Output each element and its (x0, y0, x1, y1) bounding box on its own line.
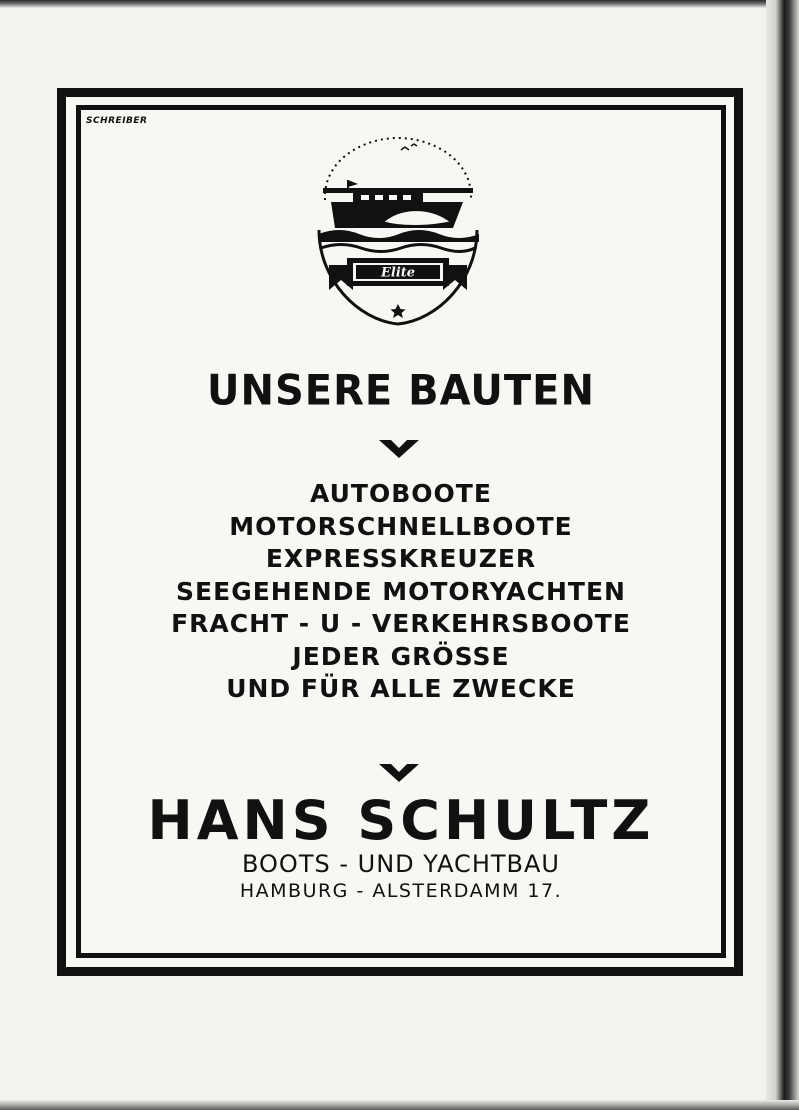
product-list (86, 478, 716, 706)
page-edge-right (766, 0, 799, 1110)
page-edge-bottom (0, 1100, 799, 1110)
product-item: MOTORSCHNELLBOOTE (229, 511, 573, 541)
chevron-down-icon (379, 764, 419, 782)
product-item: UND FÜR ALLE ZWECKE (226, 674, 576, 703)
emblem-brand: Elite (380, 265, 416, 281)
company-tagline: BOOTS - UND YACHTBAU (242, 850, 560, 878)
heading: UNSERE BAUTEN (207, 366, 595, 416)
product-item: SEEGEHENDE MOTORYACHTEN (176, 576, 626, 606)
motorboat-emblem-icon (313, 130, 483, 330)
artist-signature: SCHREIBER (86, 116, 148, 126)
company-address: HAMBURG - ALSTERDAMM 17. (239, 880, 563, 902)
page-edge-top (0, 0, 799, 8)
product-item: FRACHT - U - VERKEHRSBOOTE (171, 609, 631, 638)
product-item: JEDER GRÖSSE (292, 641, 510, 671)
chevron-down-icon (379, 440, 419, 458)
product-item: EXPRESSKREUZER (265, 544, 537, 573)
product-item: AUTOBOOTE (310, 479, 492, 508)
company-name: HANS SCHULTZ (147, 789, 655, 852)
